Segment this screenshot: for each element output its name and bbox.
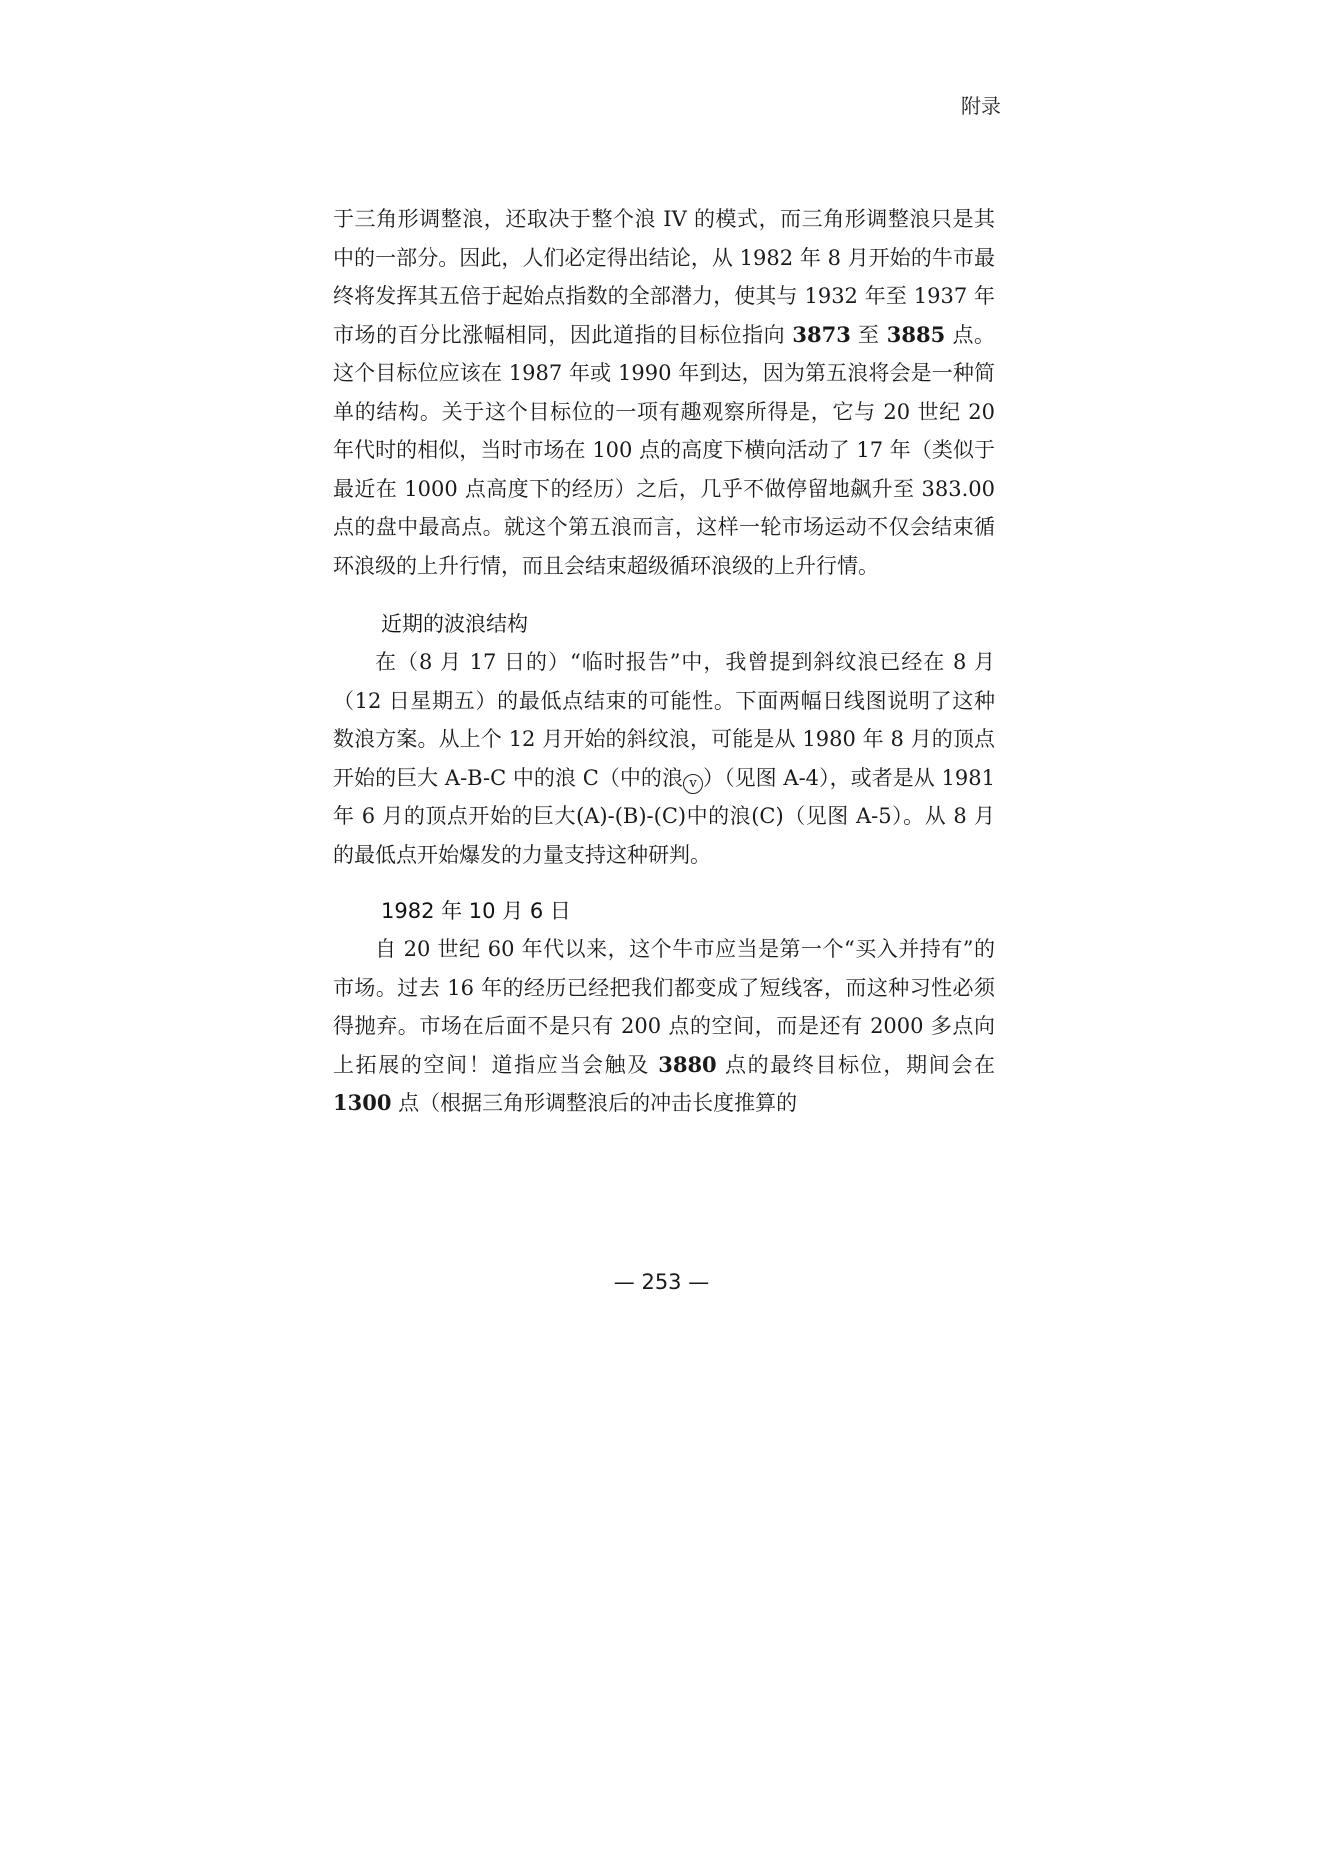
text-run: ）（见图 A-4），或者是从 1981 年 6 月的顶点开始的巨大(A)-(B)-(C)中的浪(C)（见图 A-5）。从 8 月的最低点开始爆发的力量支持这种研判。 — [333, 765, 995, 867]
bold-number: 3885 — [886, 321, 946, 347]
paragraph-1 — [333, 200, 995, 585]
paragraph-3 — [333, 930, 995, 1123]
page-number: — 253 — — [613, 1270, 710, 1294]
text-run: 自 20 世纪 60 年代以来，这个牛市应当是第一个“买入并持有”的市场。过去 16 年的经历已经把我们都变成了短线客，而这种习性必须得抛弃。市场在后面不是只有 200 点的空间，而是还有 2000 多点向上拓展的空间！道指应当会触及 — [333, 937, 995, 1077]
text-run: 于三角形调整浪，还取决于整个浪 IV 的模式，而三角形调整浪只是其中的一部分。因此，人们必定得出结论，从 1982 年 8 月开始的牛市最终将发挥其五倍于起始点指数的全部潜力，使其与 1932 年至 1937 年市场的百分比涨幅相同，因此道指的目标位指向 — [333, 207, 995, 347]
body-text — [333, 200, 995, 1123]
bold-number: 1300 — [333, 1090, 392, 1115]
circled-wave-label: v — [683, 774, 703, 794]
text-run: 至 — [850, 322, 887, 347]
text-run: 点的最终目标位，期间会在 — [716, 1052, 995, 1077]
paragraph-2 — [333, 643, 995, 874]
text-run: 点（根据三角形调整浪后的冲击长度推算的 — [391, 1091, 798, 1115]
section-heading-date: 1982 年 10 月 6 日 — [381, 899, 571, 923]
text-run: 在（8 月 17 日的）“临时报告”中，我曾提到斜纹浪已经在 8 月（12 日星期五）的最低点结束的可能性。下面两幅日线图说明了这种数浪方案。从上个 12 月开始的斜纹浪，可能是从 1980 年 8 月的顶点开始的巨大 A-B-C 中的浪 C（中的浪 — [333, 650, 995, 790]
bold-number: 3873 — [792, 321, 851, 347]
text-run: 点。这个目标位应该在 1987 年或 1990 年到达，因为第五浪将会是一种简单的结构。关于这个目标位的一项有趣观察所得是，它与 20 世纪 20 年代时的相似，当时市场在 100 点的高度下横向活动了 17 年（类似于最近在 1000 点高度下的经历）之后，几乎不做停留地飙升至 383.00 点的盘中最高点。就这个第五浪而言，这样一轮市场运动不仅会结束循环浪级的上升行情，而且会结束超级循环浪级的上升行情。 — [333, 322, 995, 578]
running-head: 附录 — [961, 94, 1001, 118]
bold-number: 3880 — [658, 1051, 717, 1077]
section-heading-recent-wave-structure: 近期的波浪结构 — [381, 612, 528, 636]
